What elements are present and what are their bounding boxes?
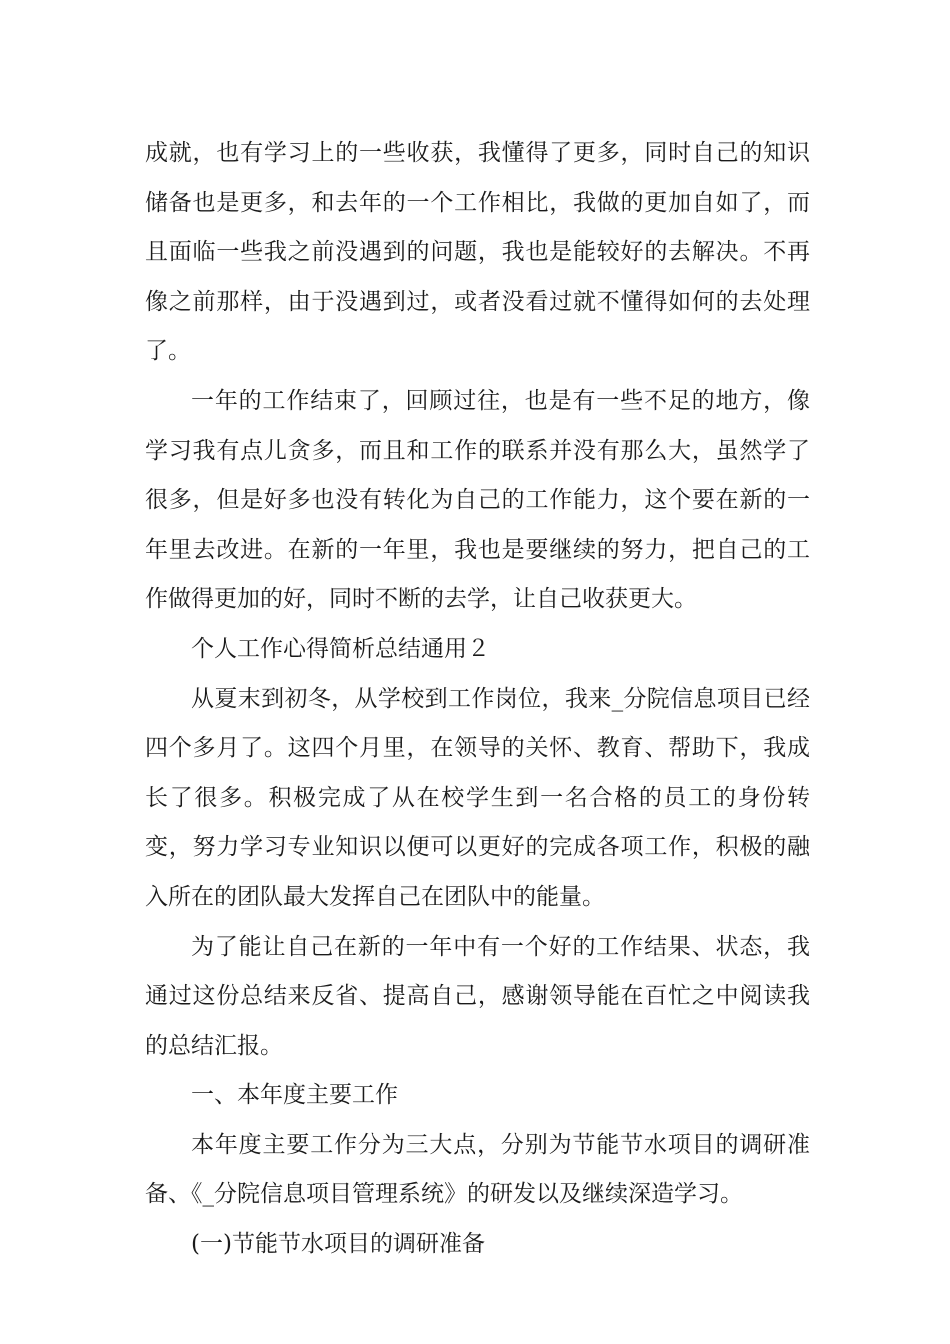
- paragraph-purpose: 为了能让自己在新的一年中有一个好的工作结果、状态，我通过这份总结来反省、提高自己，感谢领导能在百忙之中阅读我的总结汇报。: [145, 933, 810, 1059]
- paragraph-review: 一年的工作结束了，回顾过往，也是有一些不足的地方，像学习我有点儿贪多，而且和工作的联系并没有那么大，虽然学了很多，但是好多也没有转化为自己的工作能力，这个要在新的一年里去改进。在新的一年里，我也是要继续的努力，把自己的工作做得更加的好，同时不断的去学，让自己收获更大。: [145, 387, 810, 613]
- paragraph-main-work: 本年度主要工作分为三大点，分别为节能节水项目的调研准备、《_分院信息项目管理系统》的研发以及继续深造学习。: [145, 1131, 810, 1208]
- paragraph-continuation: 成就，也有学习上的一些收获，我懂得了更多，同时自己的知识储备也是更多，和去年的一个工作相比，我做的更加自如了，而且面临一些我之前没遇到的问题，我也是能较好的去解决。不再像之前那样，由于没遇到过，或者没看过就不懂得如何的去处理了。: [145, 140, 810, 365]
- subheading-energy-water: (一)节能节水项目的调研准备: [191, 1231, 485, 1258]
- document-body: [145, 129, 810, 1270]
- paragraph-intro: 从夏末到初冬，从学校到工作岗位，我来_分院信息项目已经四个多月了。这四个月里，在领导的关怀、教育、帮助下，我成长了很多。积极完成了从在校学生到一名合格的员工的身份转变，努力学习专业知识以便可以更好的完成各项工作，积极的融入所在的团队最大发挥自己在团队中的能量。: [145, 685, 810, 910]
- section-title: 个人工作心得简析总结通用２: [191, 635, 490, 662]
- heading-main-work: 一、本年度主要工作: [191, 1082, 398, 1109]
